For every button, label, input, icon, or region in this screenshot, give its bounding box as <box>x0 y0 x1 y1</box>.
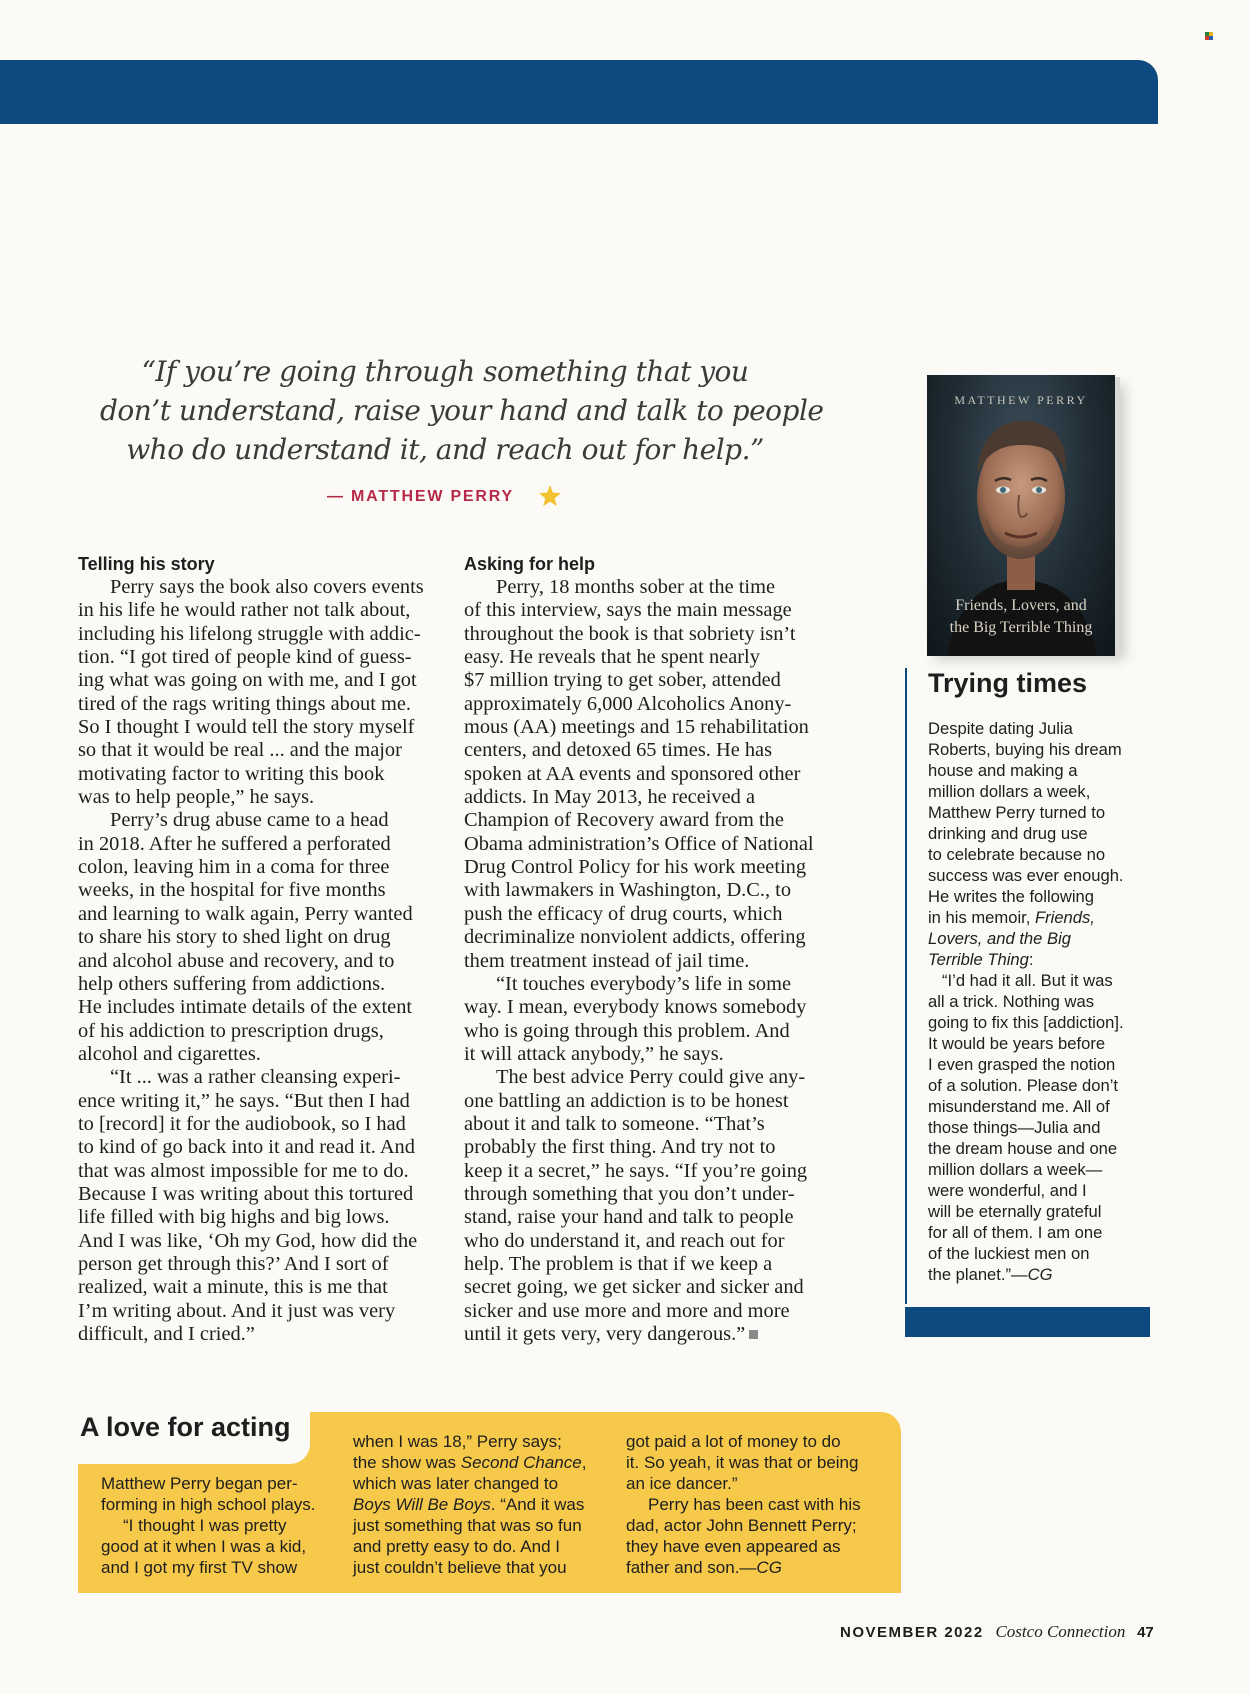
acting-box-line: Perry has been cast with his <box>648 1495 861 1514</box>
end-mark-icon <box>749 1330 758 1339</box>
acting-box-line: got paid a lot of money to do <box>626 1432 841 1451</box>
sidebar-line: for all of them. I am one <box>928 1223 1103 1242</box>
article-left-line: Because I was writing about this tortured <box>78 1182 414 1205</box>
acting-box-line: dad, actor John Bennett Perry; <box>626 1516 857 1535</box>
acting-box-column-3 <box>626 1431 861 1578</box>
sidebar-line: million dollars a week, <box>928 782 1091 801</box>
book-title: Friends, Lovers, and the Big Terrible Thing <box>949 597 1093 636</box>
article-left-line: alcohol and cigarettes. <box>78 1042 261 1065</box>
article-column-middle <box>464 552 826 1346</box>
sidebar-footer-bar <box>905 1307 1150 1337</box>
sidebar-line: were wonderful, and I <box>928 1181 1087 1200</box>
article-middle-line: spoken at AA events and sponsored other <box>464 762 801 785</box>
article-middle-line: of this interview, says the main message <box>464 599 792 622</box>
article-left-line: to share his story to shed light on drug <box>78 926 391 949</box>
sidebar-line: He writes the following <box>928 887 1095 906</box>
acting-box-line: good at it when I was a kid, <box>101 1537 307 1556</box>
article-middle-line: Champion of Recovery award from the <box>464 809 784 832</box>
registration-mark-icon <box>1205 32 1213 40</box>
sidebar-line: million dollars a week— <box>928 1160 1103 1179</box>
sidebar-line: Terrible Thing: <box>928 950 1034 969</box>
article-middle-line: who is going through this problem. And <box>464 1019 790 1042</box>
article-left-line: life filled with big highs and big lows. <box>78 1206 390 1229</box>
sidebar-line: of a solution. Please don’t <box>928 1076 1119 1095</box>
article-middle-line: them treatment instead of jail time. <box>464 949 750 972</box>
sidebar-line: the planet.”—CG <box>928 1265 1053 1284</box>
acting-box-line: Boys Will Be Boys. “And it was <box>353 1495 585 1514</box>
article-left-line: motivating factor to writing this book <box>78 762 385 785</box>
acting-box-line: just something that was so fun <box>353 1516 582 1535</box>
magazine-name: Costco Connection <box>995 1622 1126 1641</box>
sidebar-rule <box>905 668 907 1304</box>
sidebar-line: It would be years before <box>928 1034 1106 1053</box>
sidebar-line: misunderstand me. All of <box>928 1097 1110 1116</box>
article-middle-line: help. The problem is that if we keep a <box>464 1252 773 1275</box>
sidebar-line: Despite dating Julia <box>928 719 1073 738</box>
article-middle-line: centers, and detoxed 65 times. He has <box>464 739 773 762</box>
article-middle-line: $7 million trying to get sober, attended <box>464 669 781 692</box>
pull-quote-line: don’t understand, raise your hand and talk to people <box>100 394 824 427</box>
acting-box-line: “I thought I was pretty <box>123 1516 287 1535</box>
sidebar-line: going to fix this [addiction]. <box>928 1013 1124 1032</box>
article-left-line: tired of the rags writing things about me. <box>78 692 411 715</box>
page-number: 47 <box>1137 1624 1154 1641</box>
sidebar-line: to celebrate because no <box>928 845 1106 864</box>
article-left-line: Perry says the book also covers events <box>110 576 424 598</box>
article-middle-line: Perry, 18 months sober at the time <box>496 576 775 598</box>
article-middle-line: it will attack anybody,” he says. <box>464 1042 724 1065</box>
article-middle-line: who do understand it, and reach out for <box>464 1229 785 1252</box>
acting-box-line: an ice dancer.” <box>626 1474 738 1493</box>
article-left-line: Perry’s drug abuse came to a head <box>110 809 389 832</box>
acting-box-column-1 <box>101 1473 316 1578</box>
article-left-line: including his lifelong struggle with addic- <box>78 622 421 645</box>
acting-box-column-2 <box>353 1431 586 1578</box>
article-left-line: “It ... was a rather cleansing experi- <box>110 1066 401 1089</box>
article-middle-line: probably the first thing. And try not to <box>464 1136 776 1159</box>
acting-box-line: father and son.—CG <box>626 1558 782 1577</box>
acting-box-line: and pretty easy to do. And I <box>353 1537 560 1556</box>
pull-quote-line: “If you’re going through something that you <box>141 355 749 388</box>
sidebar-line: house and making a <box>928 761 1078 780</box>
article-left-line: of his addiction to prescription drugs, <box>78 1019 384 1042</box>
sidebar-body <box>928 718 1158 1285</box>
article-left-line: difficult, and I cried.” <box>78 1323 255 1345</box>
article-left-line: in 2018. After he suffered a perforated <box>78 832 391 855</box>
article-middle-line: “It touches everybody’s life in some <box>496 972 792 995</box>
sidebar-line: will be eternally grateful <box>928 1202 1102 1221</box>
article-left-line: ing what was going on with me, and I got <box>78 669 417 692</box>
book-author: MATTHEW PERRY <box>954 393 1088 407</box>
sidebar-line: Roberts, buying his dream <box>928 740 1122 759</box>
article-middle-line: stand, raise your hand and talk to people <box>464 1206 794 1229</box>
sidebar-line: those things—Julia and <box>928 1118 1101 1137</box>
article-left-line: And I was like, ‘Oh my God, how did the <box>78 1229 418 1252</box>
article-left-line: that was almost impossible for me to do. <box>78 1159 409 1182</box>
article-left-line: was to help people,” he says. <box>78 786 315 809</box>
article-left-line: to [record] it for the audiobook, so I had <box>78 1112 406 1135</box>
article-left-line: and learning to walk again, Perry wanted <box>78 902 413 925</box>
article-left-line: in his life he would rather not talk about, <box>78 599 411 622</box>
article-left-line: colon, leaving him in a coma for three <box>78 856 390 879</box>
quote-attribution: — MATTHEW PERRY <box>327 488 514 505</box>
article-left-line: and alcohol abuse and recovery, and to <box>78 949 395 972</box>
sidebar-line: I even grasped the notion <box>928 1055 1116 1074</box>
article-left-line: realized, wait a minute, this is me that <box>78 1276 388 1299</box>
article-middle-line: The best advice Perry could give any- <box>496 1066 806 1089</box>
article-left-line: person get through this?’ And I sort of <box>78 1252 389 1275</box>
sidebar-line: all a trick. Nothing was <box>928 992 1095 1011</box>
article-left-line: weeks, in the hospital for five months <box>78 879 386 902</box>
article-left-line: help others suffering from addictions. <box>78 972 386 995</box>
sidebar-line: success was ever enough. <box>928 866 1124 885</box>
sidebar-title: Trying times <box>928 668 1088 698</box>
article-left-line: so that it would be real ... and the major <box>78 739 402 762</box>
star-icon <box>538 484 562 508</box>
article-left-line: tion. “I got tired of people kind of guess- <box>78 646 412 669</box>
acting-box-line: which was later changed to <box>353 1474 559 1493</box>
sidebar-line: of the luckiest men on <box>928 1244 1090 1263</box>
acting-box-line: just couldn’t believe that you <box>353 1558 567 1577</box>
article-middle-line: until it gets very, very dangerous.” <box>464 1323 826 1346</box>
article-left-line: ence writing it,” he says. “But then I had <box>78 1089 410 1112</box>
sidebar-line: Lovers, and the Big <box>928 929 1071 948</box>
pull-quote-line: who do understand it, and reach out for help.” <box>126 433 764 466</box>
article-middle-line: push the efficacy of drug courts, which <box>464 902 783 925</box>
article-left-line: to kind of go back into it and read it. And <box>78 1136 415 1159</box>
article-middle-line: through something that you don’t under- <box>464 1182 795 1205</box>
acting-box-line: Matthew Perry began per- <box>101 1474 298 1493</box>
article-column-left <box>78 552 440 1346</box>
article-middle-line: decriminalize nonviolent addicts, offering <box>464 926 806 949</box>
sidebar-line: “I’d had it all. But it was <box>942 971 1113 990</box>
article-middle-line: about it and talk to someone. “That’s <box>464 1112 765 1135</box>
header-bar <box>0 60 1158 124</box>
article-left-line: He includes intimate details of the extent <box>78 996 413 1019</box>
book-cover <box>927 375 1122 656</box>
article-middle-line: one battling an addiction is to be honest <box>464 1089 789 1112</box>
issue-date: NOVEMBER 2022 <box>840 1624 984 1641</box>
acting-box-line: forming in high school plays. <box>101 1495 316 1514</box>
article-middle-line: easy. He reveals that he spent nearly <box>464 646 760 669</box>
sidebar-line: the dream house and one <box>928 1139 1118 1158</box>
article-left-line: So I thought I would tell the story myself <box>78 716 415 739</box>
section-heading: Asking for help <box>464 554 596 574</box>
article-left-line: I’m writing about. And it just was very <box>78 1299 396 1322</box>
article-middle-line: mous (AA) meetings and 15 rehabilitation <box>464 716 809 739</box>
acting-box-line: and I got my first TV show <box>101 1558 298 1577</box>
article-middle-line: approximately 6,000 Alcoholics Anony- <box>464 692 792 715</box>
sidebar-line: in his memoir, Friends, <box>928 908 1095 927</box>
sidebar-line: drinking and drug use <box>928 824 1088 843</box>
article-middle-line: keep it a secret,” he says. “If you’re going <box>464 1159 808 1182</box>
article-middle-line: Drug Control Policy for his work meeting <box>464 856 807 879</box>
page-footer <box>840 1622 1154 1642</box>
acting-box-line: they have even appeared as <box>626 1537 841 1556</box>
acting-box-line: the show was Second Chance, <box>353 1453 587 1472</box>
article-middle-line: with lawmakers in Washington, D.C., to <box>464 879 792 902</box>
article-middle-line: secret going, we get sicker and sicker and <box>464 1276 804 1299</box>
acting-box-line: it. So yeah, it was that or being <box>626 1453 859 1472</box>
article-middle-line: throughout the book is that sobriety isn’t <box>464 622 796 645</box>
acting-box-line: when I was 18,” Perry says; <box>353 1432 562 1451</box>
section-heading: Telling his story <box>78 554 215 574</box>
article-middle-line: sicker and use more and more and more <box>464 1299 790 1322</box>
acting-box-title: A love for acting <box>80 1412 291 1442</box>
article-middle-line: addicts. In May 2013, he received a <box>464 786 756 809</box>
pull-quote <box>100 352 824 469</box>
article-middle-line: Obama administration’s Office of National <box>464 832 814 855</box>
article-middle-line: way. I mean, everybody knows somebody <box>464 996 807 1019</box>
sidebar-line: Matthew Perry turned to <box>928 803 1106 822</box>
